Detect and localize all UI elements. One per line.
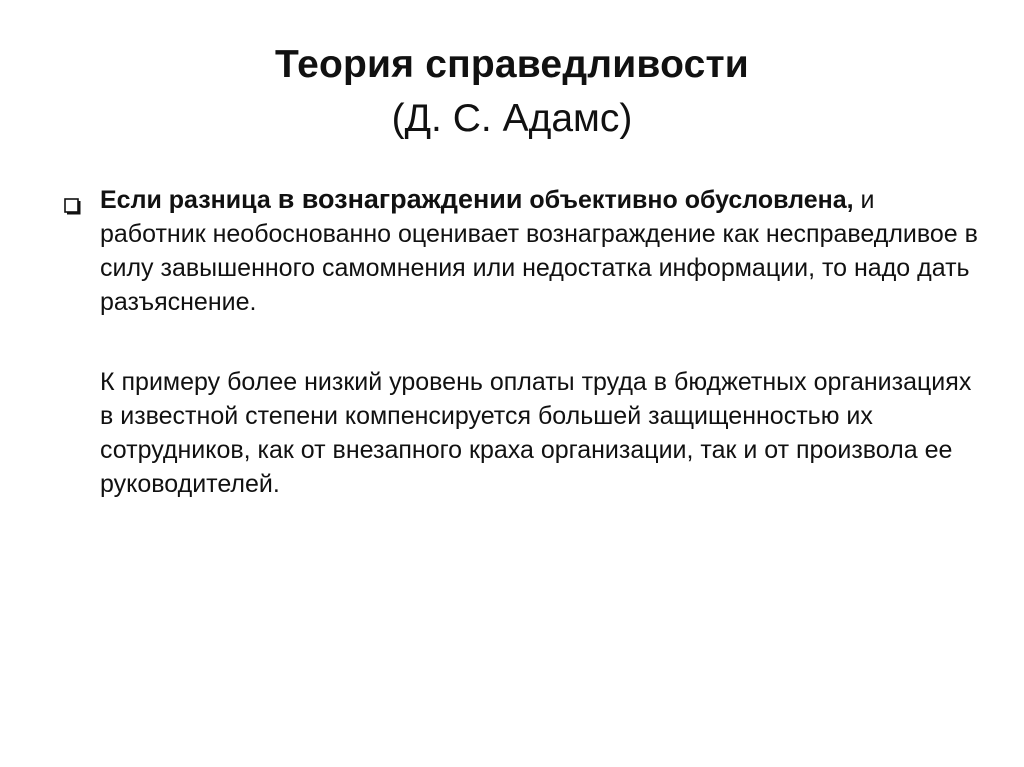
paragraph-1 [100,182,980,319]
title-block [0,38,1024,146]
content-area [60,182,980,501]
paragraph-1-lead: Если разница [100,186,278,214]
slide-subtitle: (Д. С. Адамс) [391,97,633,140]
paragraph-2: К примеру более низкий уровень оплаты труда в бюджетных организациях в известной степени компенсируется большей защищенностью их сотрудников, как от внезапного краха организации, так и от произвола ее руководителей. [100,368,972,498]
paragraph-1-body: и работник необоснованно оценивает вознаграждение как несправедливое в силу завышенного самомнения или недостатка информации, то надо дать разъяснение. [100,186,978,316]
checkbox-square-icon [64,190,81,207]
bullet-item [60,182,980,319]
slide-title: Теория справедливости [275,43,749,86]
paragraph-1-lead-end: объективно обусловлена, [522,186,854,214]
paragraph-1-emphasis: в вознаграждении [277,184,523,214]
